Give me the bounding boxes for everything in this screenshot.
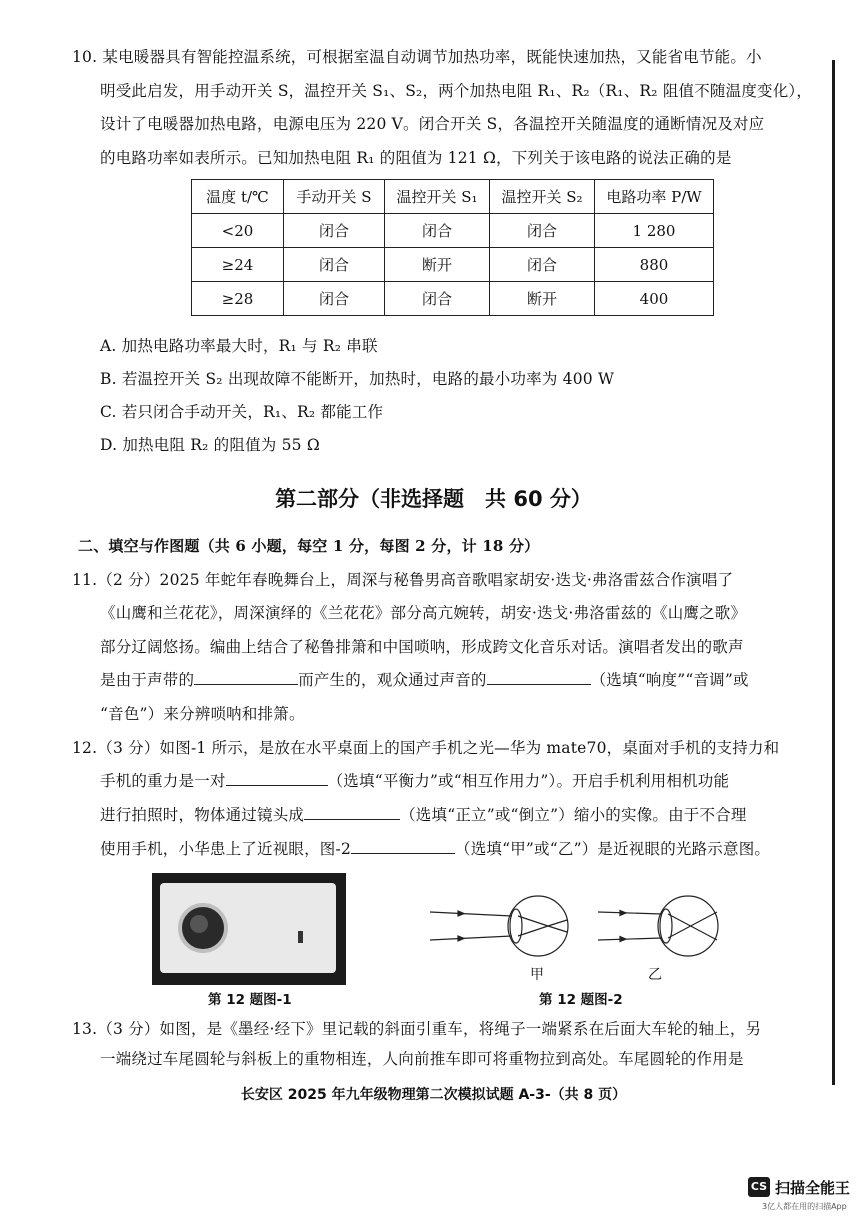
table-cell: 断开: [385, 248, 490, 282]
q13-line-1: 13.（3 分）如图，是《墨经·经下》里记载的斜面引重车，将绳子一端紧系在后面大车轮的轴上，另: [72, 1020, 762, 1038]
table-row: [192, 214, 714, 248]
q12-text: 进行拍照时，物体通过镜头成: [100, 806, 305, 824]
refracted-ray: [668, 912, 717, 938]
q10-table: [191, 179, 714, 316]
table-row: [192, 282, 714, 316]
table-header: 电路功率 P/W: [595, 180, 714, 214]
eye-lens: [510, 909, 522, 943]
q12-text: （选填“甲”或“乙”）是近视眼的光路示意图。: [455, 840, 771, 858]
fig12-2-caption: 第 12 题图-2: [539, 992, 623, 1008]
page-footer: 长安区 2025 年九年级物理第二次模拟试题 A-3-（共 8 页）: [240, 1087, 627, 1103]
refracted-ray: [668, 914, 717, 940]
q12-text: （选填“正立”或“倒立”）缩小的实像。由于不合理: [400, 806, 747, 824]
eye-diagram-jia: [430, 896, 568, 956]
table-cell: <20: [192, 214, 284, 248]
fig12-1-caption: 第 12 题图-1: [208, 992, 292, 1008]
light-ray: [430, 912, 512, 916]
q11-line-5: “音色”）来分辨唢呐和排箫。: [100, 705, 305, 723]
table-cell: 断开: [490, 282, 595, 316]
q11-text: （选填“响度”“音调”或: [590, 671, 749, 689]
table-cell: 880: [595, 248, 714, 282]
arrow-icon: [620, 937, 626, 942]
table-header-row: [192, 180, 714, 214]
eyeball-outline: [658, 896, 718, 956]
eye-label-yi: 乙: [648, 967, 662, 983]
camscanner-logo-icon: CS: [748, 1177, 770, 1197]
phone-back: [160, 883, 336, 973]
q11-line-1: 11.（2 分）2025 年蛇年春晚舞台上，周深与秘鲁男高音歌唱家胡安·迭戈·弗洛雷兹合作演唱了: [72, 571, 734, 589]
light-ray: [598, 938, 662, 940]
refracted-ray: [548, 920, 567, 926]
refracted-ray: [548, 926, 567, 932]
section2-heading: 二、填空与作图题（共 6 小题，每空 1 分，每图 2 分，计 18 分）: [78, 537, 540, 555]
q10-option-b: B. 若温控开关 S₂ 出现故障不能断开，加热时，电路的最小功率为 400 W: [100, 370, 615, 388]
q11-blank-2[interactable]: [487, 670, 591, 685]
q10-line-3: 设计了电暖器加热电路，电源电压为 220 V。闭合开关 S，各温控开关随温度的通断情况及对应: [100, 115, 765, 133]
q11-text: 而产生的，观众通过声音的: [298, 671, 487, 689]
q12-text: （选填“平衡力”或“相互作用力”）。开启手机利用相机功能: [327, 772, 730, 790]
arrow-icon: [458, 936, 464, 941]
table-cell: 400: [595, 282, 714, 316]
eye-diagram-yi: [598, 896, 718, 956]
table-header: 温控开关 S₂: [490, 180, 595, 214]
q10-line-2: 明受此启发，用手动开关 S，温控开关 S₁、S₂，两个加热电阻 R₁、R₂（R₁、R₂ 阻值不随温度变化），: [100, 82, 813, 100]
table-cell: ≥28: [192, 282, 284, 316]
camscanner-tagline: 3亿人都在用的扫描App: [762, 1202, 847, 1211]
eye-label-jia: 甲: [530, 967, 544, 983]
part2-title: 第二部分（非选择题 共 60 分）: [275, 487, 592, 511]
camscanner-name: 扫描全能王: [775, 1179, 851, 1197]
table-cell: ≥24: [192, 248, 284, 282]
table-cell: 闭合: [385, 282, 490, 316]
light-ray: [598, 912, 662, 914]
q12-blank-2[interactable]: [304, 805, 400, 820]
q10-line-1: 10. 某电暖器具有智能控温系统，可根据室温自动调节加热功率，既能快速加热，又能省电节能。小: [72, 48, 762, 66]
q12-blank-1[interactable]: [226, 771, 328, 786]
q11-blank-1[interactable]: [194, 670, 298, 685]
table-header: 温度 t/℃: [192, 180, 284, 214]
q12-text: 手机的重力是一对: [100, 772, 226, 790]
table-cell: 闭合: [284, 282, 385, 316]
light-ray: [430, 936, 512, 940]
q11-line-3: 部分辽阔悠扬。编曲上结合了秘鲁排箫和中国唢呐，形成跨文化音乐对话。演唱者发出的歌声: [100, 638, 744, 656]
phone-flash-slot: [298, 931, 303, 943]
q12-line-1: 12.（3 分）如图-1 所示，是放在水平桌面上的国产手机之光—华为 mate70，桌面对手机的支持力和: [72, 739, 780, 757]
q12-line-2: [100, 771, 729, 791]
arrow-icon: [620, 911, 626, 916]
q12-line-4: [100, 839, 770, 859]
q12-line-3: [100, 805, 747, 825]
camera-inner-lens: [190, 915, 208, 933]
table-cell: 1 280: [595, 214, 714, 248]
margin-rule: [832, 60, 835, 1085]
arrow-icon: [458, 911, 464, 916]
table-header: 温控开关 S₁: [385, 180, 490, 214]
q11-line-2: 《山鹰和兰花花》，周深演绎的《兰花花》部分高亢婉转，胡安·迭戈·弗洛雷兹的《山鹰之歌》: [100, 604, 747, 622]
eyeball-outline: [508, 896, 568, 956]
table-cell: 闭合: [490, 248, 595, 282]
table-row: [192, 248, 714, 282]
table-header: 手动开关 S: [284, 180, 385, 214]
q10-option-c: C. 若只闭合手动开关，R₁、R₂ 都能工作: [100, 403, 384, 421]
table-cell: 闭合: [490, 214, 595, 248]
table-cell: 闭合: [284, 248, 385, 282]
q12-blank-3[interactable]: [351, 839, 455, 854]
q10-option-a: A. 加热电路功率最大时，R₁ 与 R₂ 串联: [100, 337, 378, 355]
eye-ray-diagrams: [420, 890, 730, 968]
phone-photo: [152, 873, 346, 985]
table-cell: 闭合: [385, 214, 490, 248]
q10-option-d: D. 加热电阻 R₂ 的阻值为 55 Ω: [100, 436, 320, 454]
q11-line-4: [100, 670, 749, 690]
q11-text: 是由于声带的: [100, 671, 195, 689]
q13-line-2: 一端绕过车尾圆轮与斜板上的重物相连，人向前推车即可将重物拉到高处。车尾圆轮的作用是: [100, 1050, 744, 1068]
q10-line-4: 的电路功率如表所示。已知加热电阻 R₁ 的阻值为 121 Ω，下列关于该电路的说法正确的是: [100, 149, 732, 167]
table-cell: 闭合: [284, 214, 385, 248]
q12-text: 使用手机，小华患上了近视眼，图-2: [100, 840, 351, 858]
